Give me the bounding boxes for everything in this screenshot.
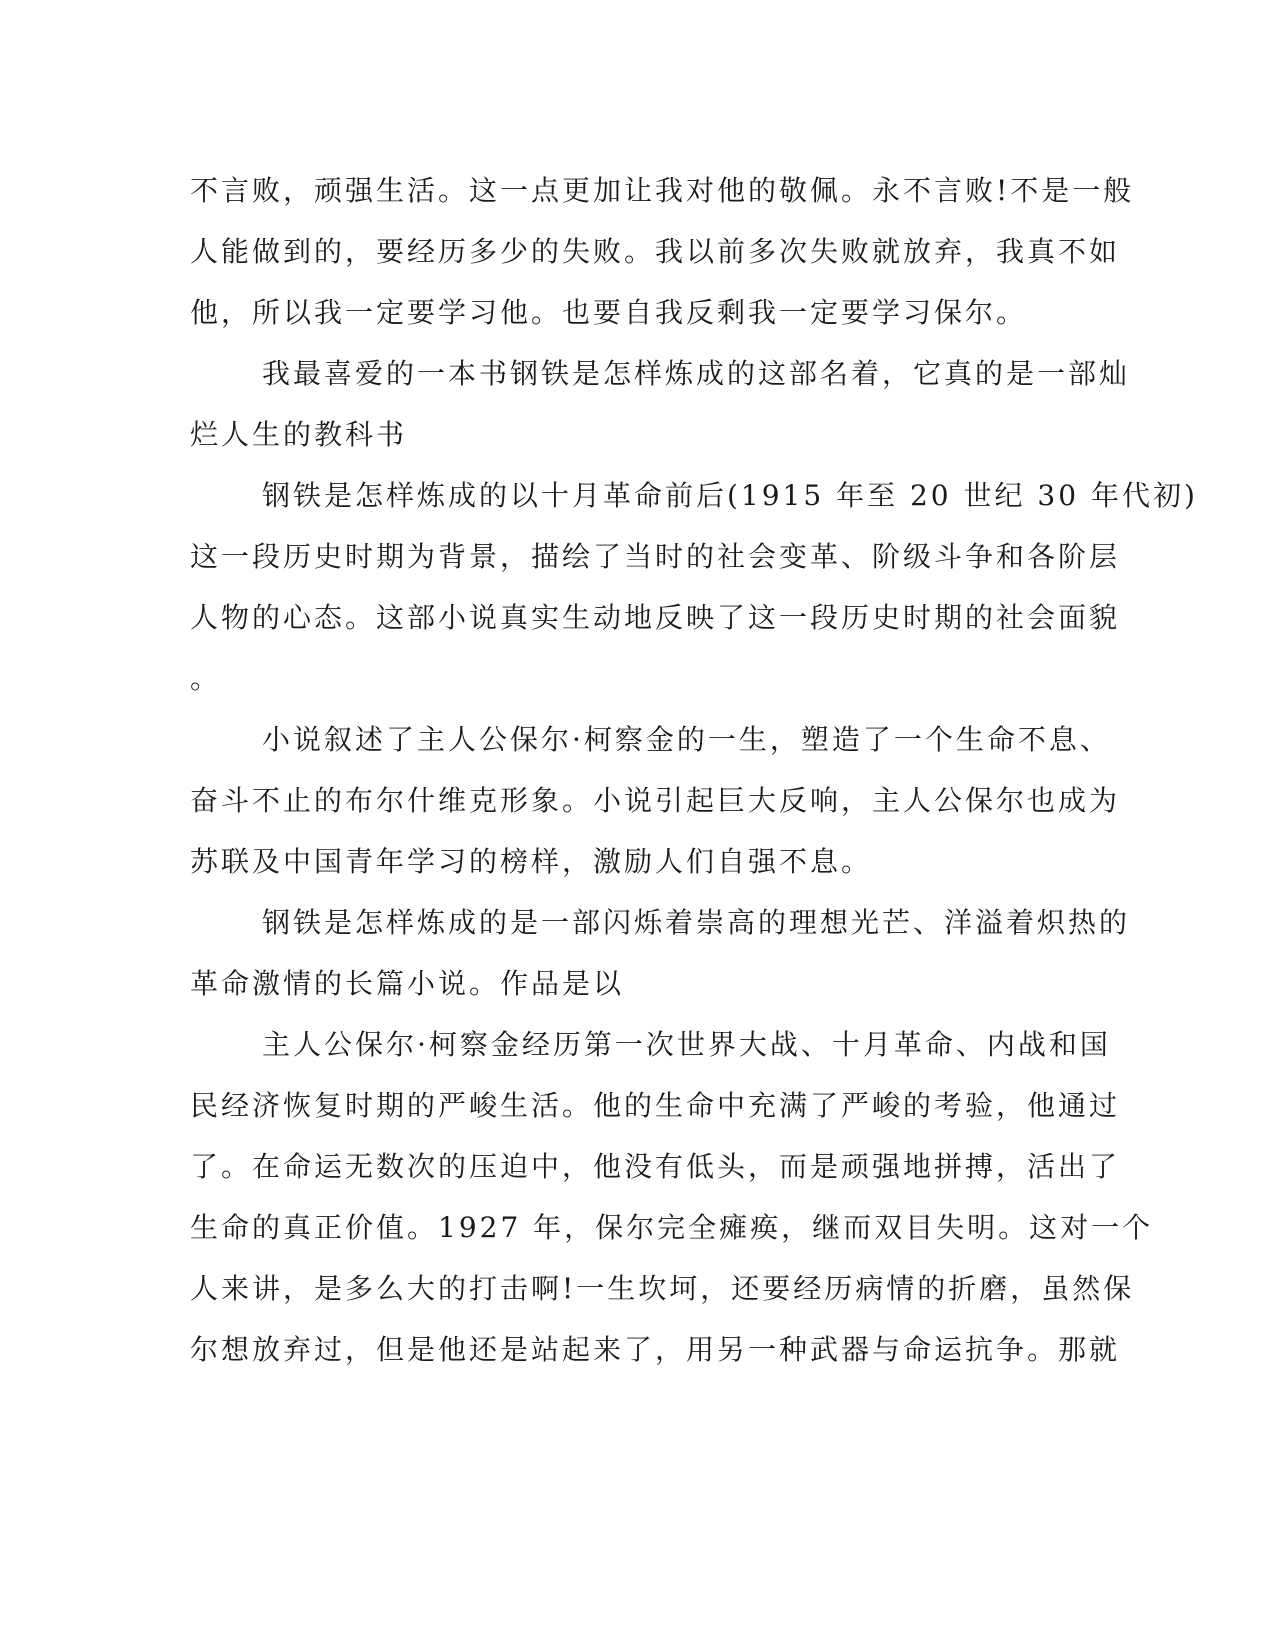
text-line: 他，所以我一定要学习他。也要自我反剩我一定要学习保尔。 (190, 296, 1028, 329)
text-line: 民经济恢复时期的严峻生活。他的生命中充满了严峻的考验，他通过 (190, 1089, 1121, 1122)
paragraph-first-line: 我最喜爱的一本书钢铁是怎样炼成的这部名着，它真的是一部灿 (262, 357, 1131, 390)
text-line: 。 (190, 662, 222, 695)
paragraph-first-line: 主人公保尔·柯察金经历第一次世界大战、十月革命、内战和国 (262, 1028, 1111, 1061)
paragraph-first-line: 钢铁是怎样炼成的以十月革命前后(1915 年至 20 世纪 30 年代初) (262, 479, 1198, 512)
paragraph-first-line: 小说叙述了主人公保尔·柯察金的一生，塑造了一个生命不息、 (262, 723, 1111, 756)
text-line: 人来讲，是多么大的打击啊!一生坎坷，还要经历病情的折磨，虽然保 (190, 1272, 1135, 1305)
text-line: 革命激情的长篇小说。作品是以 (190, 967, 625, 1000)
text-line: 生命的真正价值。1927 年，保尔完全瘫痪，继而双目失明。这对一个 (190, 1211, 1154, 1244)
paragraph-first-line: 钢铁是怎样炼成的是一部闪烁着崇高的理想光芒、洋溢着炽热的 (262, 906, 1131, 939)
text-line: 奋斗不止的布尔什维克形象。小说引起巨大反响，主人公保尔也成为 (190, 784, 1121, 817)
text-line: 苏联及中国青年学习的榜样，激励人们自强不息。 (190, 845, 873, 878)
text-line: 人物的心态。这部小说真实生动地反映了这一段历史时期的社会面貌 (190, 601, 1121, 634)
body-text (190, 160, 1198, 1380)
text-line: 人能做到的，要经历多少的失败。我以前多次失败就放弃，我真不如 (190, 235, 1121, 268)
text-line: 这一段历史时期为背景，描绘了当时的社会变革、阶级斗争和各阶层 (190, 540, 1121, 573)
text-line: 了。在命运无数次的压迫中，他没有低头，而是顽强地拼搏，活出了 (190, 1150, 1121, 1183)
text-line: 不言败，顽强生活。这一点更加让我对他的敬佩。永不言败!不是一般 (190, 174, 1135, 207)
text-line: 烂人生的教科书 (190, 418, 408, 451)
text-line: 尔想放弃过，但是他还是站起来了，用另一种武器与命运抗争。那就 (190, 1333, 1121, 1366)
